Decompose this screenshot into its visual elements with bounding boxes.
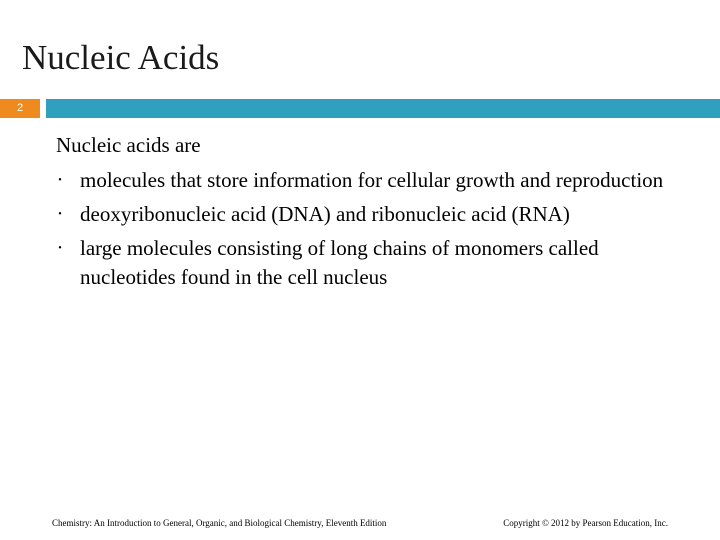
bullet-item xyxy=(56,166,696,195)
bullet-dot-icon: • xyxy=(58,243,62,254)
intro-line xyxy=(56,132,201,158)
bullet-text: molecules that store information for cellular growth and reproduction xyxy=(80,168,664,192)
bullet-item xyxy=(56,234,696,292)
bullet-dot-icon: • xyxy=(58,209,62,220)
intro-rest: are xyxy=(169,133,201,157)
bullet-text: large molecules consisting of long chains of monomers called nucleotides found in the cell nucleus xyxy=(80,236,599,289)
bullet-text: deoxyribonucleic acid (DNA) and ribonucleic acid (RNA) xyxy=(80,202,570,226)
slide-number-badge: 2 xyxy=(0,99,40,118)
intro-term: Nucleic acids xyxy=(56,133,170,157)
bullet-list xyxy=(56,166,696,297)
title-divider-bar xyxy=(46,99,720,118)
slide-title: Nucleic Acids xyxy=(22,38,220,77)
footer-book-title: Chemistry: An Introduction to General, Organic, and Biological Chemistry, Eleventh Edition xyxy=(52,518,387,528)
footer-copyright: Copyright © 2012 by Pearson Education, Inc. xyxy=(503,518,668,528)
bullet-item xyxy=(56,200,696,229)
bullet-dot-icon: • xyxy=(58,175,62,186)
